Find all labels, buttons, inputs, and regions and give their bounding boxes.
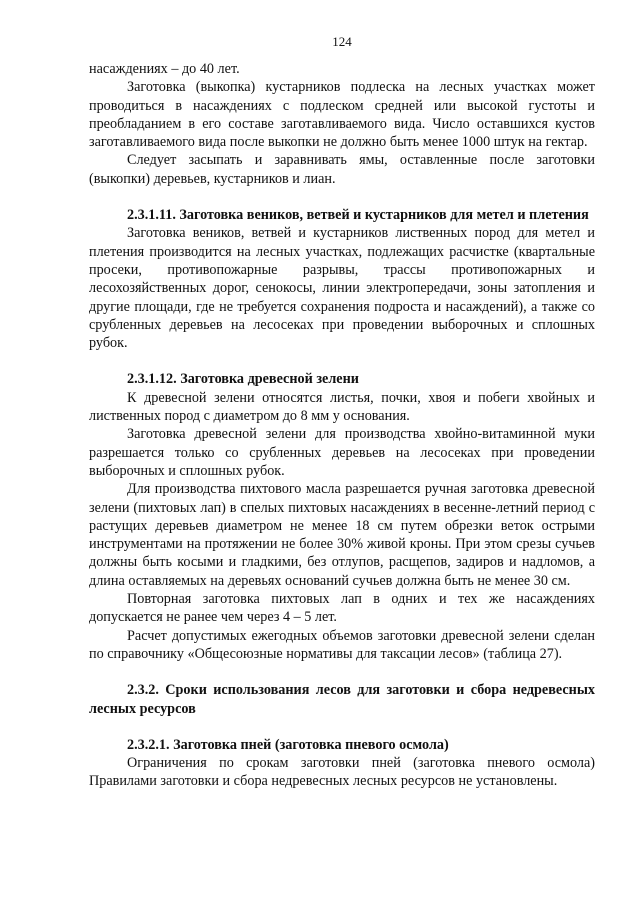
section-heading: 2.3.2. Сроки использования лесов для заготовки и сбора недревесных лесных ресурсов: [89, 682, 595, 717]
paragraph: Заготовка (выкопка) кустарников подлеска на лесных участках может проводиться в насаждениях с подлеском средней или высокой густоты и преобладанием в его составе заготавливаемого вида. Число оставшихся кустов заготавливаемого вида после выкопки не должно быть менее 1000 штук на гектар.: [89, 79, 595, 151]
paragraph: Заготовка древесной зелени для производства хвойно-витаминной муки разрешается только со срубленных деревьев на лесосеках при проведении выборочных и сплошных рубок.: [89, 426, 595, 479]
section-gap: [89, 718, 595, 736]
paragraph: К древесной зелени относятся листья, почки, хвоя и побеги хвойных и лиственных пород с диаметром до 8 мм у основания.: [89, 389, 595, 425]
section-gap: [89, 188, 595, 206]
paragraph: Повторная заготовка пихтовых лап в одних и тех же насаждениях допускается не ранее чем через 4 – 5 лет.: [89, 591, 595, 626]
section-gap: [89, 352, 595, 370]
section-heading: 2.3.2.1. Заготовка пней (заготовка пневого осмола): [127, 736, 449, 753]
paragraph: Ограничения по срокам заготовки пней (заготовка пневого осмола) Правилами заготовки и сбора недревесных лесных ресурсов не установлены.: [89, 755, 595, 790]
section-heading: 2.3.1.11. Заготовка веников, ветвей и кустарников для метел и плетения: [127, 207, 589, 224]
paragraph: Заготовка веников, ветвей и кустарников лиственных пород для метел и плетения производится на лесных участках, подлежащих расчистке (квартальные просеки, противопожарные разрывы, трассы противопожарных и лесохозяйственных дорог, сенокосы, линии электропередачи, зоны затопления и другие площади, где не требуется сохранения подроста и насаждений), а также со срубленных деревьев на лесосеках при проведении выборочных и сплошных рубок.: [89, 225, 595, 352]
page-number: 124: [332, 34, 352, 49]
paragraph: Следует засыпать и заравнивать ямы, оставленные после заготовки (выкопки) деревьев, кустарников и лиан.: [89, 152, 595, 187]
paragraph: Для производства пихтового масла разрешается ручная заготовка древесной зелени (пихтовых лап) в спелых пихтовых насаждениях в весенне-летний период с растущих деревьев диаметром не менее 18 см путем обрезки веток острыми инструментами на протяжении не более 30% живой кроны. При этом срезы сучьев должны быть косыми и гладкими, без отлупов, расщепов, задиров и надломов, а длина оставляемых на деревьях оснований сучьев должна быть не менее 30 см.: [89, 481, 595, 589]
section-heading: 2.3.1.12. Заготовка древесной зелени: [127, 371, 359, 388]
paragraph: Расчет допустимых ежегодных объемов заготовки древесной зелени сделан по справочнику «Общесоюзные нормативы для таксации лесов» (таблица 27).: [89, 627, 595, 662]
paragraph: насаждениях – до 40 лет.: [89, 61, 240, 77]
section-gap: [89, 663, 595, 681]
document-page: [89, 34, 595, 791]
